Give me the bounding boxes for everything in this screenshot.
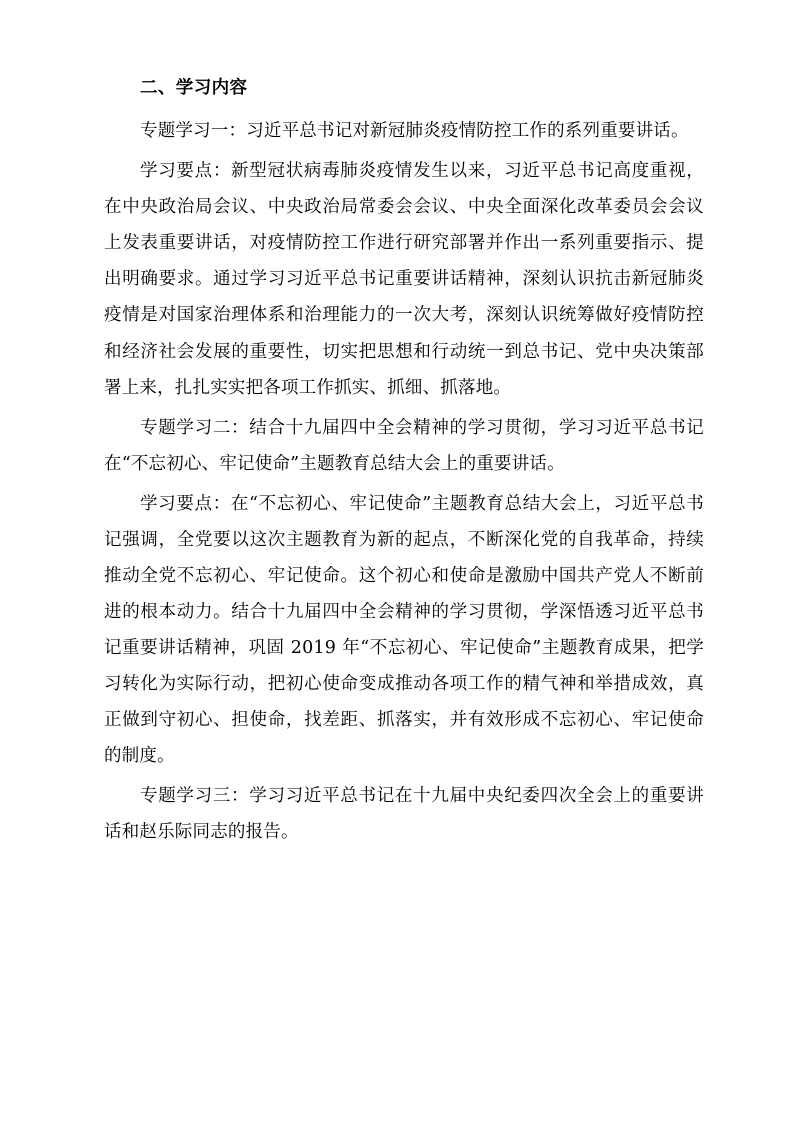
- paragraph-5: 专题学习三：学习习近平总书记在十九届中央纪委四次全会上的重要讲话和赵乐际同志的报告。: [104, 786, 704, 843]
- paragraph-1: 专题学习一：习近平总书记对新冠肺炎疫情防控工作的系列重要讲话。: [140, 121, 689, 142]
- paragraph-3: 专题学习二：结合十九届四中全会精神的学习贯彻，学习习近平总书记在“不忘初心、牢记使命”主题教育总结大会上的重要讲话。: [104, 417, 704, 474]
- document-body: [104, 72, 704, 854]
- paragraph-4: 学习要点：在“不忘初心、牢记使命”主题教育总结大会上，习近平总书记强调，全党要以这次主题教育为新的起点，不断深化党的自我革命，持续推动全党不忘初心、牢记使命。这个初心和使命是激励中国共产党人不断前进的根本动力。结合十九届四中全会精神的学习贯彻，学深悟透习近平总书记重要讲话精神，巩固 2019 年“不忘初心、牢记使命”主题教育成果，把学习转化为实际行动，把初心使命变成推动各项工作的精气神和举措成效，真正做到守初心、担使命，找差距、抓落实，并有效形成不忘初心、牢记使命的制度。: [104, 493, 704, 767]
- section-heading: 二、学习内容: [140, 78, 248, 98]
- paragraph-2: 学习要点：新型冠状病毒肺炎疫情发生以来，习近平总书记高度重视，在中央政治局会议、中央政治局常委会会议、中央全面深化改革委员会会议上发表重要讲话，对疫情防控工作进行研究部署并作出一系列重要指示、提出明确要求。通过学习习近平总书记重要讲话精神，深刻认识抗击新冠肺炎疫情是对国家治理体系和治理能力的一次大考，深刻认识统筹做好疫情防控和经济社会发展的重要性，切实把思想和行动统一到总书记、党中央决策部署上来，扎扎实实把各项工作抓实、抓细、抓落地。: [104, 161, 704, 398]
